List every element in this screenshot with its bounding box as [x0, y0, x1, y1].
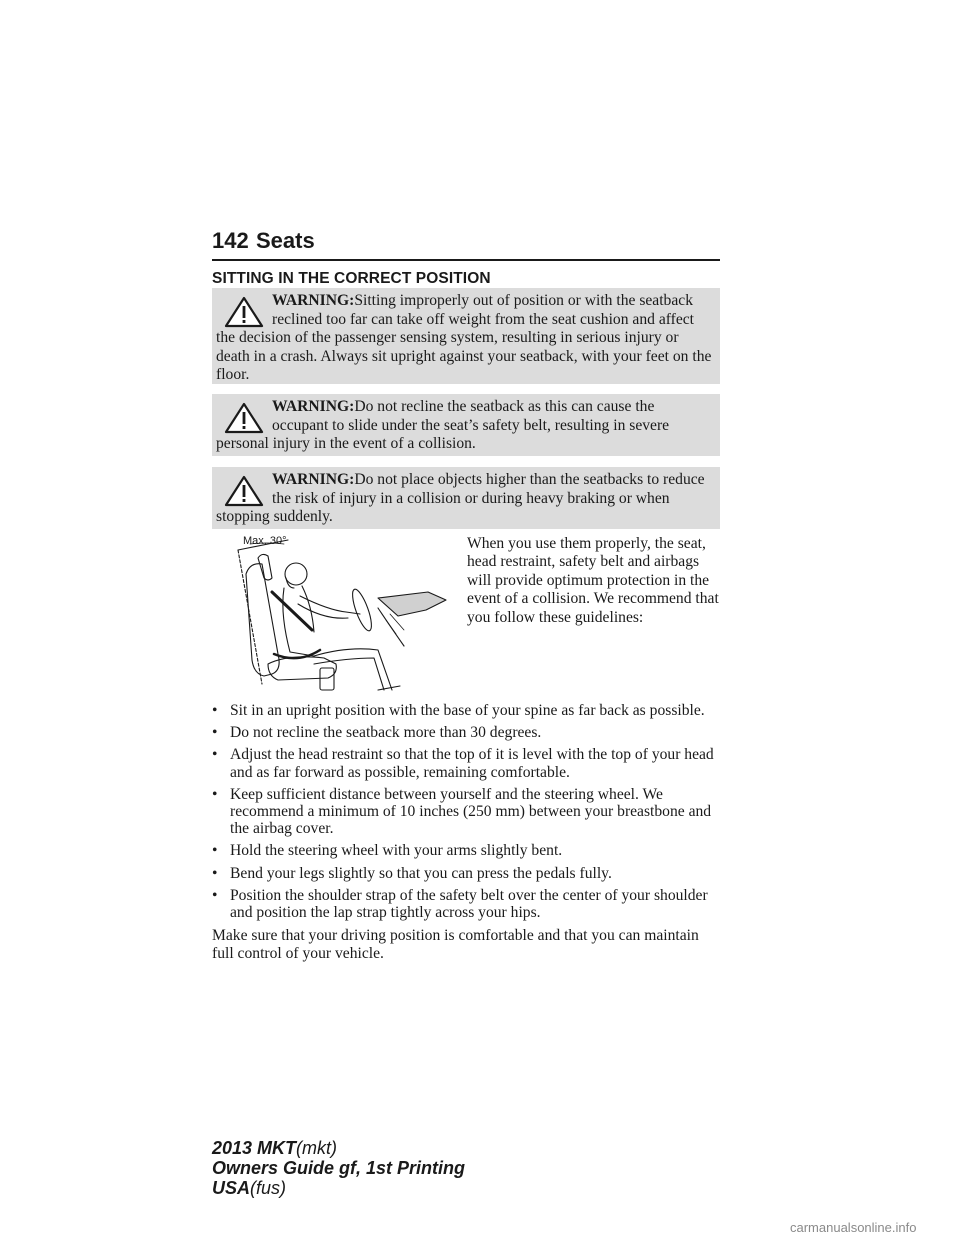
- list-item: • Sit in an upright position with the base of your spine as far back as possible.: [212, 702, 705, 719]
- bullet-icon: •: [212, 864, 218, 882]
- bullet-icon: •: [212, 724, 218, 742]
- section-title: Seats: [256, 228, 315, 253]
- warning-box-2: [212, 394, 720, 456]
- warning-triangle-icon: [224, 296, 264, 328]
- figure-angle-label: Max. 30°: [243, 535, 287, 547]
- list-item: • Bend your legs slightly so that you can press the pedals fully.: [212, 864, 612, 882]
- warning-lead: WARNING:: [272, 471, 355, 488]
- warning-box-1: [212, 288, 720, 384]
- warning-triangle-icon: [224, 475, 264, 507]
- header-rule: [212, 259, 720, 261]
- list-item: • Position the shoulder strap of the safety belt over the center of your shoulder and position the lap strap tightly across your hips.: [212, 886, 708, 922]
- print-footer: [212, 1138, 465, 1198]
- warning-box-3: [212, 467, 720, 529]
- warning-text: Sitting improperly out of position or with the seatback reclined too far can take off weight from the seat cushion and affect the decision of the passenger sensing system, resulting in serious injury or death in a crash. Always sit upright against your seatback, with your feet on the floor.: [216, 292, 712, 384]
- watermark: carmanualsonline.info: [790, 1220, 917, 1235]
- list-item: • Keep sufficient distance between yourself and the steering wheel. We recommend a minimum of 10 inches (250 mm) between your breastbone and the airbag cover.: [212, 785, 712, 838]
- guidelines-list: [212, 702, 722, 926]
- footer-market-code: (fus): [250, 1178, 287, 1198]
- bullet-icon: •: [212, 785, 218, 803]
- warning-triangle-icon: [224, 402, 264, 434]
- footer-model-code: (mkt): [296, 1138, 338, 1158]
- footer-market: USA: [212, 1178, 251, 1198]
- bullet-icon: •: [212, 746, 218, 764]
- warning-lead: WARNING:: [272, 292, 355, 309]
- seated-driver-illustration: [228, 534, 452, 692]
- bullet-icon: •: [212, 886, 218, 904]
- list-item: • Adjust the head restraint so that the top of it is level with the top of your head and as far forward as possible, remaining comfortable.: [212, 746, 714, 781]
- footer-model: 2013 MKT: [212, 1138, 297, 1158]
- footer-guide: Owners Guide gf, 1st Printing: [212, 1158, 466, 1178]
- warning-text: Do not place objects higher than the seatbacks to reduce the risk of injury in a collision or during heavy braking or when stopping suddenly.: [216, 471, 705, 526]
- warning-lead: WARNING:: [272, 398, 355, 415]
- list-item: • Do not recline the seatback more than 30 degrees.: [212, 724, 542, 742]
- list-item: • Hold the steering wheel with your arms slightly bent.: [212, 842, 563, 860]
- closing-paragraph: Make sure that your driving position is comfortable and that you can maintain full control of your vehicle.: [212, 927, 699, 963]
- section-heading: SITTING IN THE CORRECT POSITION: [212, 270, 491, 287]
- page-number: 142: [212, 228, 249, 253]
- bullet-icon: •: [212, 702, 218, 719]
- intro-paragraph: When you use them properly, the seat, head restraint, safety belt and airbags will provide optimum protection in the event of a collision. We recommend that you follow these guidelines:: [467, 535, 719, 626]
- warning-text: Do not recline the seatback as this can cause the occupant to slide under the seat’s safety belt, resulting in severe personal injury in the event of a collision.: [216, 398, 670, 453]
- page-header: [212, 228, 720, 262]
- bullet-icon: •: [212, 842, 218, 860]
